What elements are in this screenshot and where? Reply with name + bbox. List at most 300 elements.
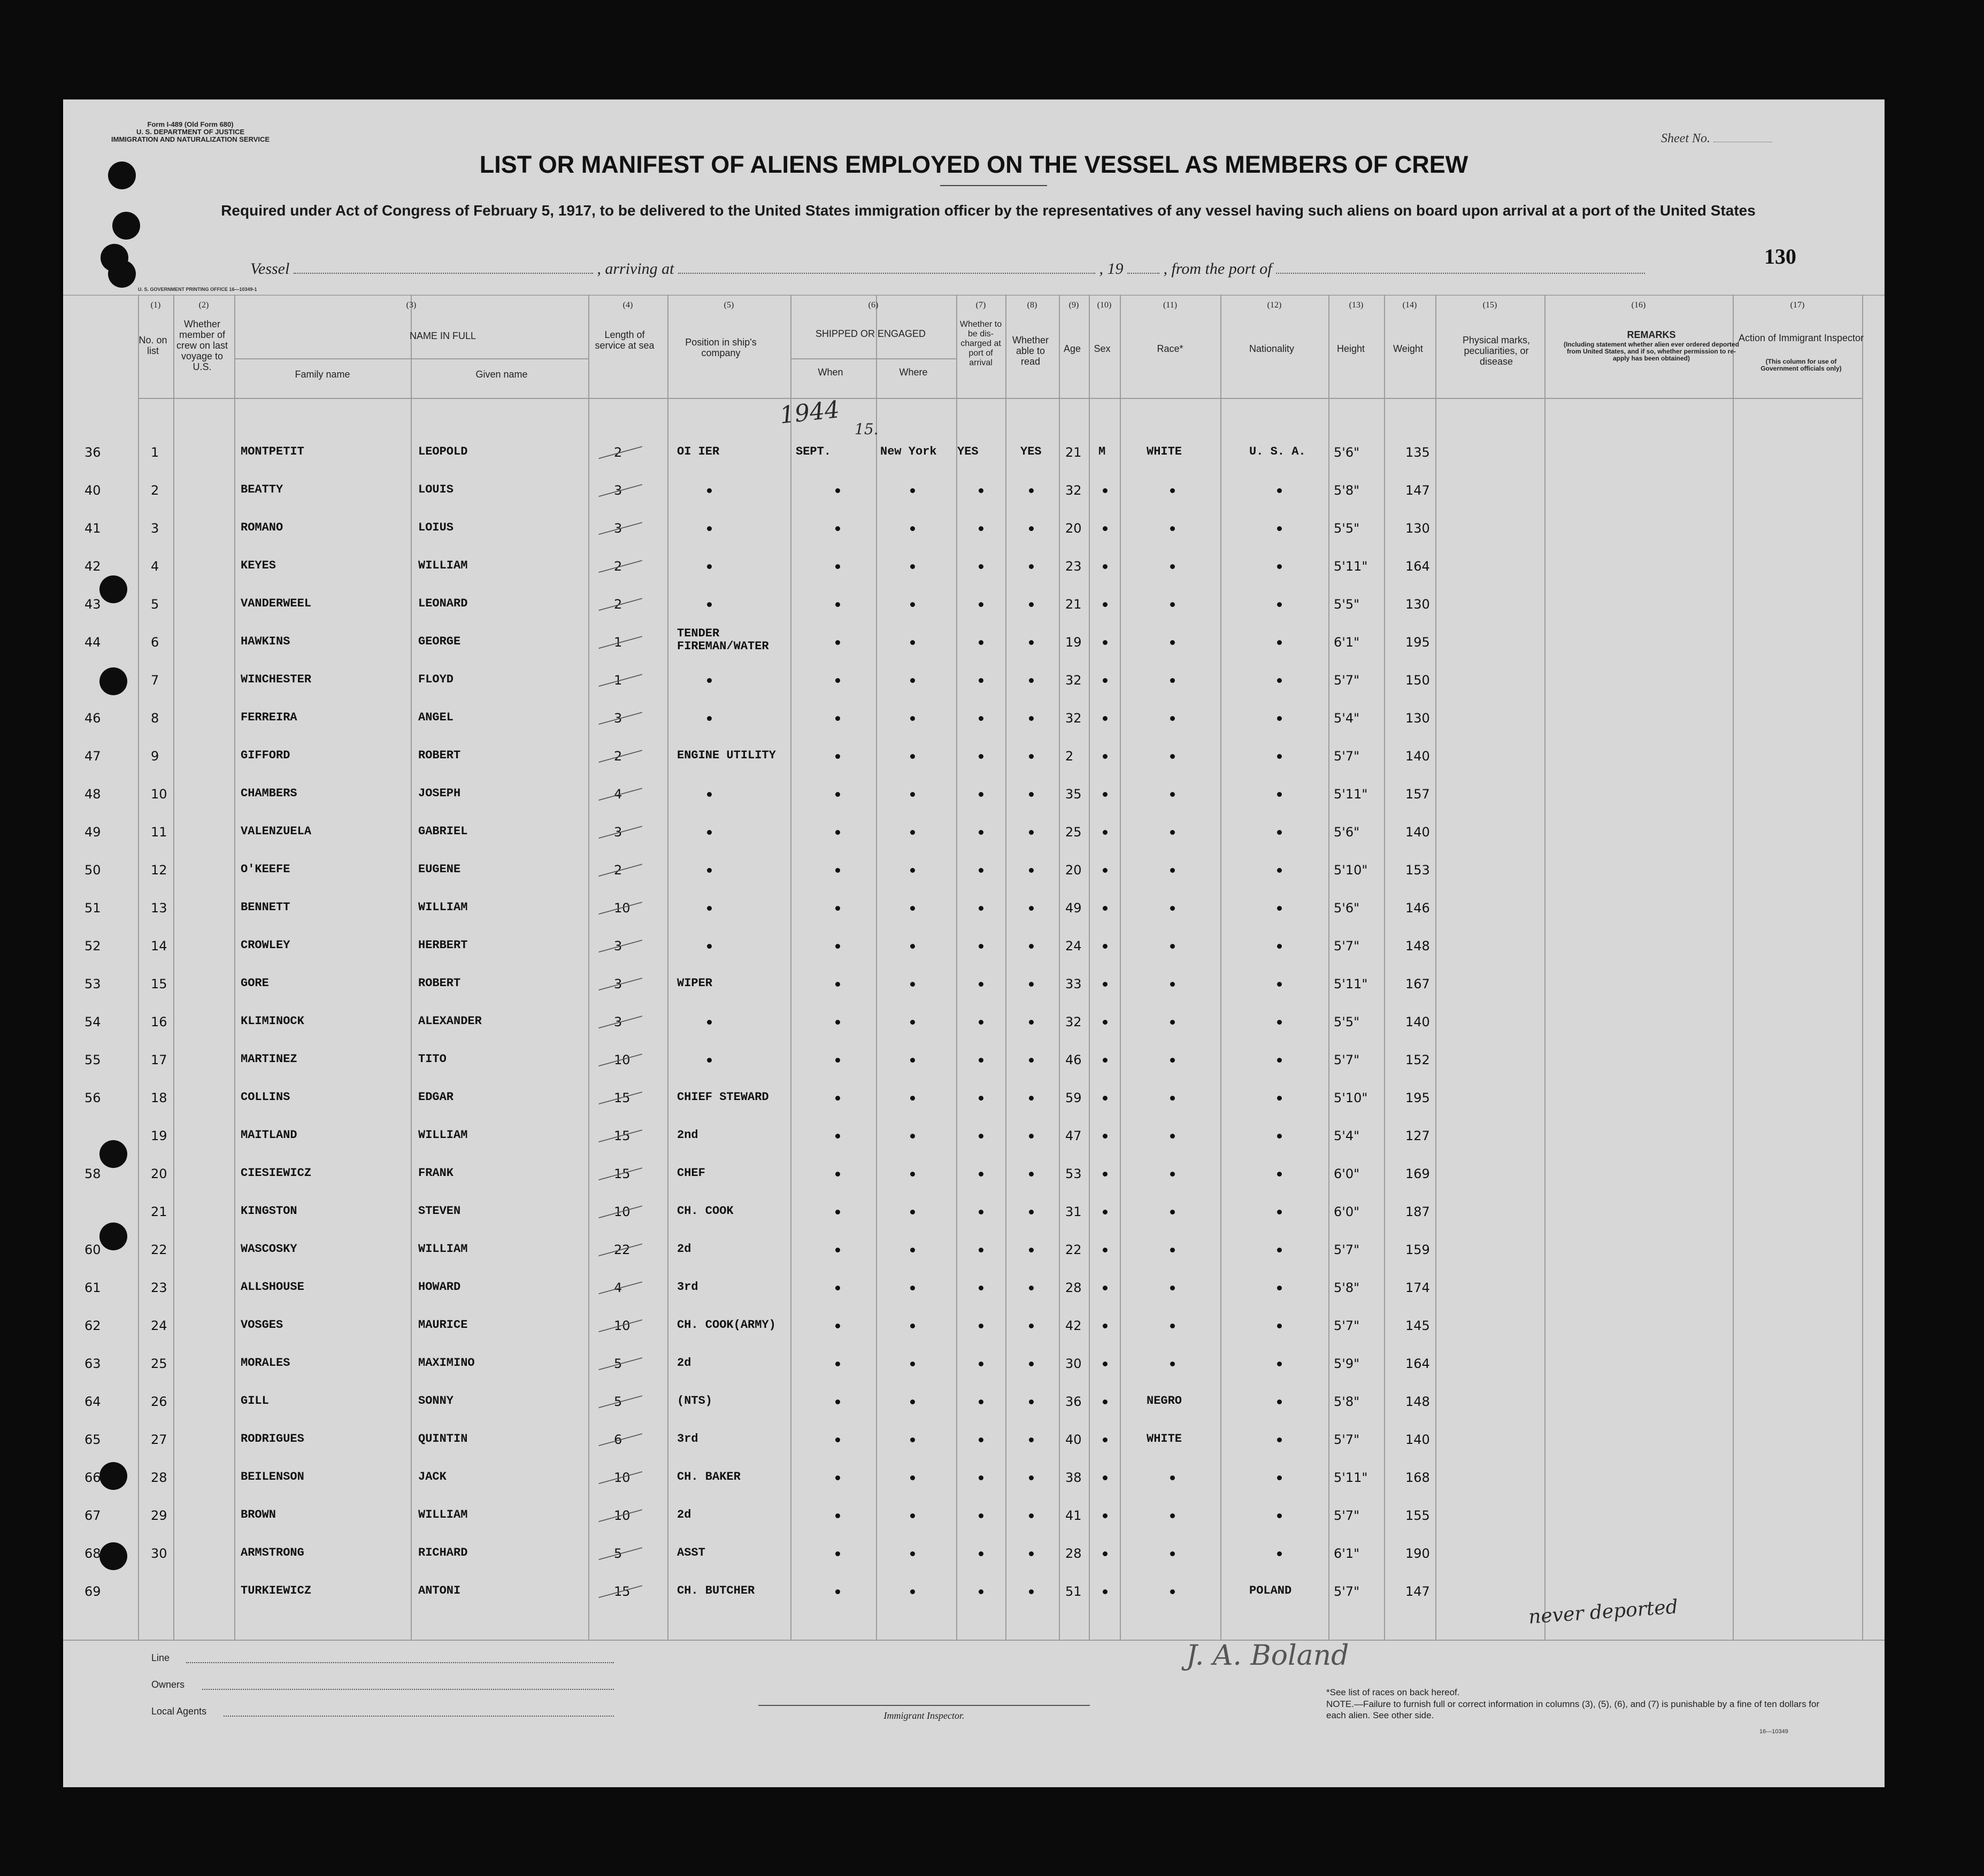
ditto-mark: [1029, 1513, 1034, 1518]
column-number: (1): [150, 301, 161, 310]
col-no-on-list: No. on list: [139, 335, 167, 356]
ditto-mark: [1170, 982, 1175, 987]
column-number: (7): [975, 301, 986, 310]
age: 40: [1065, 1432, 1082, 1447]
ditto-mark: [1277, 488, 1282, 493]
row-margin-number: 58: [84, 1166, 101, 1181]
weight: 164: [1405, 559, 1430, 574]
row-margin-number: 65: [84, 1432, 101, 1447]
header-rule: [790, 358, 956, 359]
age: 21: [1065, 445, 1082, 460]
weight: 127: [1405, 1128, 1430, 1143]
family-name: GIFFORD: [241, 749, 290, 762]
length-of-service: 15: [614, 1166, 630, 1181]
ditto-mark: [1170, 1096, 1175, 1101]
punch-hole: [99, 1462, 127, 1490]
column-rule: [790, 295, 791, 1640]
ditto-mark: [835, 1058, 840, 1063]
ditto-mark: [707, 488, 712, 493]
ditto-mark: [910, 1058, 915, 1063]
length-of-service: 2: [614, 559, 622, 574]
given-name: ALEXANDER: [418, 1014, 482, 1028]
family-name: O'KEEFE: [241, 863, 290, 876]
ditto-mark: [835, 1324, 840, 1328]
ditto-mark: [1170, 754, 1175, 759]
service: IMMIGRATION AND NATURALIZATION SERVICE: [111, 135, 270, 143]
race: NEGRO: [1147, 1394, 1182, 1408]
ditto-mark: [1029, 1172, 1034, 1177]
row-number: 10: [151, 787, 167, 802]
sheet-no: Sheet No.: [1661, 132, 1772, 146]
row-margin-number: 42: [84, 559, 101, 574]
ditto-mark: [707, 830, 712, 835]
inspector-label: Immigrant Inspector.: [883, 1710, 965, 1721]
ditto-mark: [835, 564, 840, 569]
weight: 195: [1405, 635, 1430, 650]
remark-handwritten: never deported: [1527, 1596, 1679, 1628]
age: 20: [1065, 521, 1082, 536]
footer-owners-label: Owners: [151, 1679, 185, 1690]
given-name: FRANK: [418, 1166, 454, 1180]
ditto-mark: [1277, 868, 1282, 873]
ditto-mark: [1103, 1248, 1108, 1252]
family-name: VALENZUELA: [241, 825, 312, 838]
family-name: BEATTY: [241, 483, 283, 496]
ditto-mark: [1277, 944, 1282, 949]
ditto-mark: [1103, 564, 1108, 569]
length-of-service: 4: [614, 1280, 622, 1295]
col-action: Action of Immigrant Inspector: [1738, 333, 1864, 343]
ditto-mark: [1103, 1020, 1108, 1025]
family-name: COLLINS: [241, 1090, 290, 1104]
ditto-mark: [910, 1551, 915, 1556]
col-shipped: SHIPPED OR ENGAGED: [815, 328, 926, 339]
position: CH. COOK: [677, 1204, 734, 1218]
ditto-mark: [979, 564, 983, 569]
ditto-mark: [979, 1286, 983, 1290]
weight: 140: [1405, 749, 1430, 764]
annotation-year: 1944: [778, 396, 841, 429]
check-mark: [598, 1265, 646, 1295]
given-name: EUGENE: [418, 863, 461, 876]
column-number: (6): [868, 301, 879, 310]
length-of-service: 3: [614, 977, 622, 991]
page-subtitle: Required under Act of Congress of February 5, 1917, to be delivered to the United States immigration officer by the representatives of any vessel having such aliens on board upon arrival at a port of the United States: [221, 202, 1756, 219]
row-number: 3: [151, 521, 159, 536]
arriving-label: , arriving at: [597, 260, 674, 278]
weight: 152: [1405, 1052, 1430, 1067]
column-rule: [956, 295, 957, 1640]
ditto-mark: [1029, 868, 1034, 873]
age: 28: [1065, 1280, 1082, 1295]
ditto-mark: [835, 792, 840, 797]
column-number: (17): [1790, 301, 1805, 310]
ditto-mark: [1029, 526, 1034, 531]
ditto-mark: [1029, 1248, 1034, 1252]
age: 42: [1065, 1318, 1082, 1333]
family-name: CIESIEWICZ: [241, 1166, 312, 1180]
given-name: WILLIAM: [418, 1242, 468, 1256]
given-name: GABRIEL: [418, 825, 468, 838]
ditto-mark: [835, 640, 840, 645]
ditto-mark: [979, 1134, 983, 1139]
discharged: YES: [957, 445, 979, 458]
age: 51: [1065, 1584, 1082, 1599]
ditto-mark: [835, 1362, 840, 1366]
ditto-mark: [1170, 1475, 1175, 1480]
weight: 157: [1405, 787, 1430, 802]
ditto-mark: [979, 1058, 983, 1063]
fold-line: [63, 295, 1885, 296]
age: 33: [1065, 977, 1082, 991]
family-name: KINGSTON: [241, 1204, 297, 1218]
ditto-mark: [707, 792, 712, 797]
ditto-mark: [910, 1475, 915, 1480]
ditto-mark: [1170, 602, 1175, 607]
position: CH. BUTCHER: [677, 1584, 755, 1597]
given-name: ANGEL: [418, 711, 454, 724]
row-number: 27: [151, 1432, 167, 1447]
ditto-mark: [1170, 564, 1175, 569]
col-remarks-note: (Including statement whether alien ever ordered deported from United States, and if so, whether permission to re-apply has been obtained): [1563, 341, 1740, 362]
ditto-mark: [1103, 1551, 1108, 1556]
height: 5'5": [1334, 1014, 1360, 1029]
ditto-mark: [979, 1210, 983, 1214]
ditto-mark: [835, 1400, 840, 1404]
weight: 147: [1405, 483, 1430, 498]
age: 38: [1065, 1470, 1082, 1485]
column-number: (10): [1097, 301, 1112, 310]
given-name: WILLIAM: [418, 901, 468, 914]
sex: M: [1098, 445, 1106, 458]
column-rule: [588, 295, 589, 1640]
ditto-mark: [1103, 640, 1108, 645]
ditto-mark: [910, 1134, 915, 1139]
height: 5'11": [1334, 787, 1368, 802]
length-of-service: 15: [614, 1584, 630, 1599]
age: 32: [1065, 483, 1082, 498]
ditto-mark: [1170, 792, 1175, 797]
row-number: 20: [151, 1166, 167, 1181]
position: CHEF: [677, 1166, 705, 1180]
row-margin-number: 67: [84, 1508, 101, 1523]
ditto-mark: [707, 564, 712, 569]
ditto-mark: [1103, 982, 1108, 987]
ditto-mark: [1103, 944, 1108, 949]
printer-line: U. S. GOVERNMENT PRINTING OFFICE 16—10349-1: [138, 287, 257, 292]
ditto-mark: [910, 1437, 915, 1442]
given-name: GEORGE: [418, 635, 461, 648]
row-number: 12: [151, 863, 167, 878]
able-to-read: YES: [1020, 445, 1042, 458]
age: 53: [1065, 1166, 1082, 1181]
ditto-mark: [1029, 830, 1034, 835]
weight: 140: [1405, 1432, 1430, 1447]
ditto-mark: [910, 526, 915, 531]
col-able-read: Whether able to read: [1012, 335, 1049, 367]
given-name: RICHARD: [418, 1546, 468, 1559]
ditto-mark: [835, 1437, 840, 1442]
column-number: (8): [1027, 301, 1037, 310]
col-race: Race*: [1157, 343, 1183, 354]
col-family-name: Family name: [295, 369, 350, 380]
ditto-mark: [1103, 1400, 1108, 1404]
weight: 130: [1405, 597, 1430, 612]
column-rule: [1862, 295, 1863, 1640]
weight: 168: [1405, 1470, 1430, 1485]
ditto-mark: [1170, 1324, 1175, 1328]
ditto-mark: [1029, 602, 1034, 607]
position: WIPER: [677, 977, 713, 990]
family-name: MORALES: [241, 1356, 290, 1370]
ditto-mark: [979, 602, 983, 607]
ditto-mark: [979, 944, 983, 949]
family-name: VOSGES: [241, 1318, 283, 1332]
footer-line-label: Line: [151, 1652, 170, 1663]
vessel-line: [250, 260, 1645, 278]
ditto-mark: [979, 640, 983, 645]
ditto-mark: [979, 1020, 983, 1025]
weight: 164: [1405, 1356, 1430, 1371]
row-number: 30: [151, 1546, 167, 1561]
age: 2: [1065, 749, 1074, 764]
shipped-where: New York: [880, 445, 937, 458]
ditto-mark: [707, 716, 712, 721]
footer-line-field: [186, 1662, 614, 1663]
ditto-mark: [1103, 1172, 1108, 1177]
ditto-mark: [910, 1400, 915, 1404]
row-number: 29: [151, 1508, 167, 1523]
ditto-mark: [910, 716, 915, 721]
age: 19: [1065, 635, 1082, 650]
ditto-mark: [1103, 754, 1108, 759]
ditto-mark: [835, 1096, 840, 1101]
length-of-service: 10: [614, 1508, 630, 1523]
length-of-service: 5: [614, 1394, 622, 1409]
row-number: 28: [151, 1470, 167, 1485]
weight: 174: [1405, 1280, 1430, 1295]
ditto-mark: [1277, 1134, 1282, 1139]
ditto-mark: [1029, 1324, 1034, 1328]
column-rule: [173, 295, 174, 1640]
row-margin-number: 63: [84, 1356, 101, 1371]
ditto-mark: [1103, 1437, 1108, 1442]
col-discharged: Whether to be dis-charged at port of arrival: [959, 320, 1002, 367]
ditto-mark: [1029, 488, 1034, 493]
weight: 169: [1405, 1166, 1430, 1181]
family-name: ALLSHOUSE: [241, 1280, 304, 1294]
weight: 140: [1405, 1014, 1430, 1029]
given-name: WILLIAM: [418, 559, 468, 572]
ditto-mark: [910, 792, 915, 797]
ditto-mark: [1170, 1551, 1175, 1556]
check-mark: [598, 1379, 646, 1409]
ditto-mark: [1103, 1475, 1108, 1480]
column-rule: [1384, 295, 1385, 1640]
row-margin-number: 36: [84, 445, 101, 460]
ditto-mark: [1170, 1589, 1175, 1594]
length-of-service: 2: [614, 445, 622, 460]
height: 6'1": [1334, 1546, 1360, 1561]
length-of-service: 4: [614, 787, 622, 802]
ditto-mark: [1103, 1286, 1108, 1290]
height: 5'6": [1334, 825, 1360, 840]
weight: 130: [1405, 521, 1430, 536]
length-of-service: 3: [614, 825, 622, 840]
family-name: BROWN: [241, 1508, 276, 1521]
ditto-mark: [1029, 716, 1034, 721]
row-number: 13: [151, 901, 167, 916]
weight: 135: [1405, 445, 1430, 460]
ditto-mark: [707, 868, 712, 873]
ditto-mark: [835, 1172, 840, 1177]
ditto-mark: [910, 1324, 915, 1328]
column-rule: [1544, 295, 1545, 1640]
height: 5'8": [1334, 483, 1360, 498]
shipped-when: SEPT.: [796, 445, 832, 458]
ditto-mark: [1029, 982, 1034, 987]
row-number: 18: [151, 1090, 167, 1105]
ditto-mark: [910, 1362, 915, 1366]
ditto-mark: [1103, 488, 1108, 493]
punch-hole: [112, 212, 140, 240]
ditto-mark: [1029, 1210, 1034, 1214]
ditto-mark: [707, 944, 712, 949]
ditto-mark: [979, 678, 983, 683]
ditto-mark: [1277, 526, 1282, 531]
race: WHITE: [1147, 445, 1182, 458]
col-when: When: [818, 367, 843, 378]
position: CH. COOK(ARMY): [677, 1318, 776, 1332]
age: 36: [1065, 1394, 1082, 1409]
ditto-mark: [707, 906, 712, 911]
height: 5'9": [1334, 1356, 1360, 1371]
column-number: (11): [1163, 301, 1178, 310]
given-name: MAURICE: [418, 1318, 468, 1332]
row-number: 4: [151, 559, 159, 574]
ditto-mark: [1029, 1437, 1034, 1442]
ditto-mark: [835, 1210, 840, 1214]
length-of-service: 10: [614, 1470, 630, 1485]
ditto-mark: [979, 830, 983, 835]
ditto-mark: [979, 868, 983, 873]
height: 6'1": [1334, 635, 1360, 650]
ditto-mark: [835, 868, 840, 873]
ditto-mark: [1277, 1248, 1282, 1252]
year-label: , 19: [1099, 260, 1124, 278]
given-name: ROBERT: [418, 977, 461, 990]
length-of-service: 6: [614, 1432, 622, 1447]
ditto-mark: [1103, 1513, 1108, 1518]
ditto-mark: [1170, 1248, 1175, 1252]
ditto-mark: [1103, 1589, 1108, 1594]
column-number: (15): [1482, 301, 1497, 310]
position: TENDER FIREMAN/WATER: [677, 627, 769, 653]
height: 5'6": [1334, 445, 1360, 460]
col-given-name: Given name: [475, 369, 528, 380]
given-name: ANTONI: [418, 1584, 461, 1597]
race: WHITE: [1147, 1432, 1182, 1446]
ditto-mark: [1029, 564, 1034, 569]
form-info: [111, 121, 270, 143]
punch-hole: [99, 1140, 127, 1168]
ditto-mark: [1170, 830, 1175, 835]
ditto-mark: [910, 1210, 915, 1214]
ditto-mark: [1277, 1362, 1282, 1366]
ditto-mark: [910, 488, 915, 493]
weight: 187: [1405, 1204, 1430, 1219]
ditto-mark: [1277, 1400, 1282, 1404]
column-rule: [1328, 295, 1329, 1640]
given-name: FLOYD: [418, 673, 454, 686]
ditto-mark: [1103, 526, 1108, 531]
ditto-mark: [910, 1096, 915, 1101]
position: 2d: [677, 1242, 691, 1256]
ditto-mark: [835, 602, 840, 607]
row-margin-number: 53: [84, 977, 101, 991]
column-rule: [1435, 295, 1436, 1640]
family-name: RODRIGUES: [241, 1432, 304, 1446]
column-number: (3): [406, 301, 417, 310]
height: 5'10": [1334, 1090, 1368, 1105]
column-number: (5): [724, 301, 734, 310]
row-number: 9: [151, 749, 159, 764]
ditto-mark: [1029, 1589, 1034, 1594]
column-rule: [667, 295, 668, 1640]
family-name: ROMANO: [241, 521, 283, 534]
ditto-mark: [835, 830, 840, 835]
column-number: (16): [1631, 301, 1646, 310]
penalty-note: NOTE.—Failure to furnish full or correct information in columns (3), (5), (6), and (7) is punishable by a fine of ten dollars for each alien. See other side.: [1326, 1699, 1820, 1720]
col-sex: Sex: [1094, 343, 1111, 354]
ditto-mark: [979, 754, 983, 759]
height: 5'7": [1334, 749, 1360, 764]
position: 2d: [677, 1508, 691, 1521]
vessel-label: Vessel: [250, 260, 290, 278]
family-name: GILL: [241, 1394, 269, 1408]
height: 5'4": [1334, 711, 1360, 726]
height: 5'7": [1334, 1242, 1360, 1257]
ditto-mark: [979, 982, 983, 987]
given-name: JACK: [418, 1470, 447, 1483]
check-mark: [598, 1531, 646, 1560]
column-rule: [411, 295, 412, 1640]
ditto-mark: [835, 1248, 840, 1252]
ditto-mark: [1170, 1020, 1175, 1025]
family-name: MARTINEZ: [241, 1052, 297, 1066]
ditto-mark: [1103, 868, 1108, 873]
check-mark: [598, 658, 646, 687]
family-name: KLIMINOCK: [241, 1014, 304, 1028]
family-name: CROWLEY: [241, 939, 290, 952]
position: ENGINE UTILITY: [677, 749, 776, 762]
column-number: (4): [622, 301, 633, 310]
check-mark: [598, 544, 646, 573]
col-where: Where: [899, 367, 928, 378]
form-number: Form I-489 (Old Form 680): [147, 120, 234, 128]
given-name: WILLIAM: [418, 1128, 468, 1142]
age: 21: [1065, 597, 1082, 612]
manifest-sheet: [63, 99, 1885, 1787]
family-name: GORE: [241, 977, 269, 990]
height: 5'8": [1334, 1394, 1360, 1409]
row-margin-number: 62: [84, 1318, 101, 1333]
ditto-mark: [1170, 716, 1175, 721]
column-rule: [1120, 295, 1121, 1640]
ditto-mark: [1103, 1210, 1108, 1214]
ditto-mark: [1103, 716, 1108, 721]
ditto-mark: [910, 982, 915, 987]
